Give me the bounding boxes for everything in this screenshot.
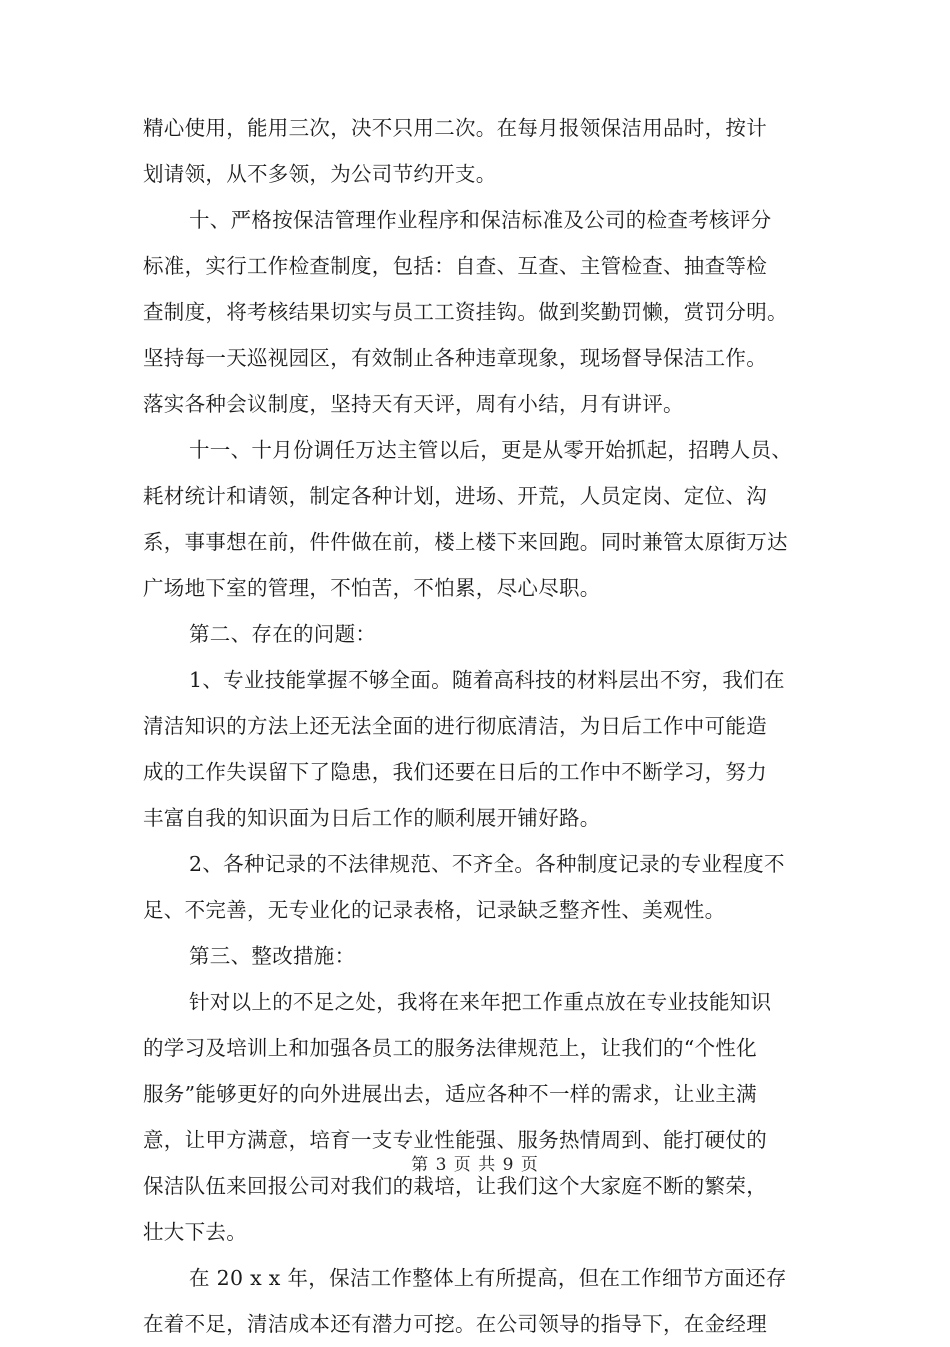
text-line: 意，让甲方满意，培育一支专业性能强、服务热情周到、能打硬仗的 xyxy=(143,1128,767,1152)
page-number-footer: 第 3 页 共 9 页 xyxy=(411,1155,539,1175)
text-line: 足、不完善，无专业化的记录表格，记录缺乏整齐性、美观性。 xyxy=(143,898,726,922)
text-line: 坚持每一天巡视园区，有效制止各种违章现象，现场督导保洁工作。 xyxy=(143,346,767,370)
text-line: 丰富自我的知识面为日后工作的顺利展开铺好路。 xyxy=(143,806,601,830)
text-line: 保洁队伍来回报公司对我们的栽培，让我们这个大家庭不断的繁荣， xyxy=(143,1174,767,1198)
text-line: 壮大下去。 xyxy=(143,1220,247,1244)
section-heading: 第三、整改措施： xyxy=(189,944,356,968)
text-line: 耗材统计和请领，制定各种计划，进场、开荒，人员定岗、定位、沟 xyxy=(143,484,767,508)
text-line: 2、各种记录的不法律规范、不齐全。各种制度记录的专业程度不 xyxy=(189,852,785,876)
text-line: 落实各种会议制度，坚持天有天评，周有小结，月有讲评。 xyxy=(143,392,684,416)
text-line: 在着不足，清洁成本还有潜力可挖。在公司领导的指导下，在金经理 xyxy=(143,1312,767,1336)
section-heading: 第二、存在的问题： xyxy=(189,622,377,646)
text-line: 服务”能够更好的向外进展出去，适应各种不一样的需求，让业主满 xyxy=(143,1082,757,1106)
text-line: 标准，实行工作检查制度，包括：自查、互查、主管检查、抽查等检 xyxy=(143,254,767,278)
text-line: 在 20 x x 年，保洁工作整体上有所提高，但在工作细节方面还存 xyxy=(189,1266,787,1290)
text-line: 查制度，将考核结果切实与员工工资挂钩。做到奖勤罚懒，赏罚分明。 xyxy=(143,300,788,324)
text-line: 针对以上的不足之处，我将在来年把工作重点放在专业技能知识 xyxy=(189,990,772,1014)
text-line: 系，事事想在前，件件做在前，楼上楼下来回跑。同时兼管太原街万达 xyxy=(143,530,788,554)
text-line: 广场地下室的管理，不怕苦，不怕累，尽心尽职。 xyxy=(143,576,601,600)
text-line: 精心使用，能用三次，决不只用二次。在每月报领保洁用品时，按计 xyxy=(143,116,767,140)
text-line: 1、专业技能掌握不够全面。随着高科技的材料层出不穷，我们在 xyxy=(189,668,785,692)
text-line: 成的工作失误留下了隐患，我们还要在日后的工作中不断学习，努力 xyxy=(143,760,767,784)
text-line: 十一、十月份调任万达主管以后，更是从零开始抓起，招聘人员、 xyxy=(189,438,793,462)
text-line: 的学习及培训上和加强各员工的服务法律规范上，让我们的“个性化 xyxy=(143,1036,757,1060)
text-line: 清洁知识的方法上还无法全面的进行彻底清洁，为日后工作中可能造 xyxy=(143,714,767,738)
text-line: 划请领，从不多领，为公司节约开支。 xyxy=(143,162,497,186)
text-line: 十、严格按保洁管理作业程序和保洁标准及公司的检查考核评分 xyxy=(189,208,772,232)
